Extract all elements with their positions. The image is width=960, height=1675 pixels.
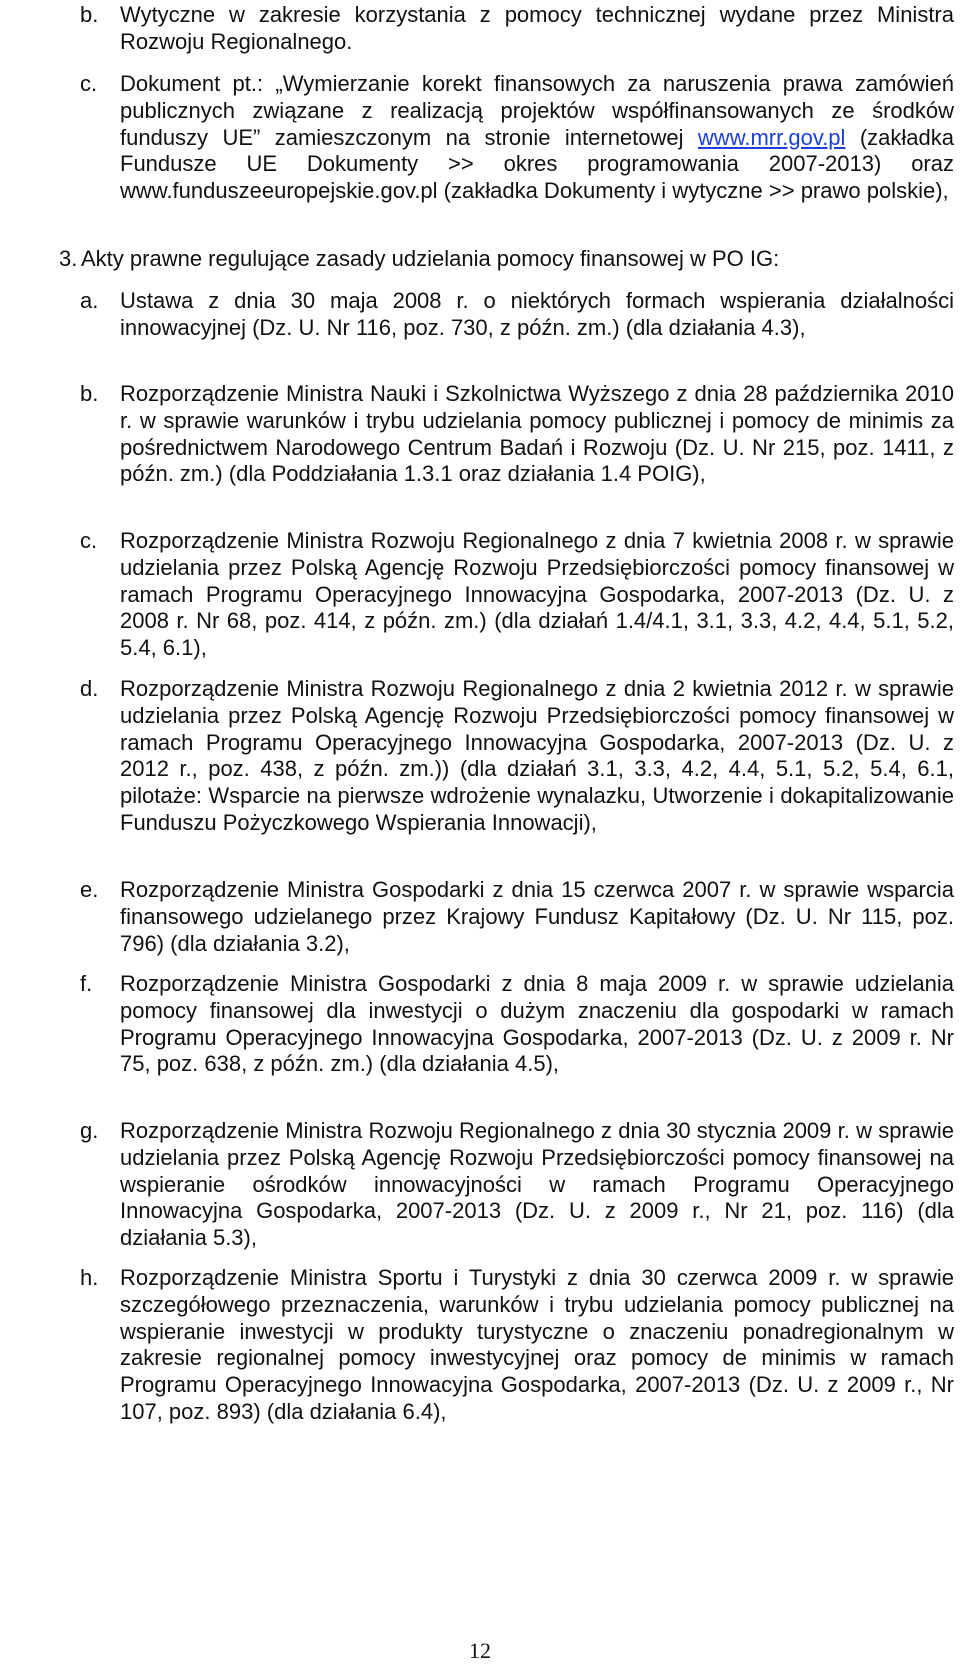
list-item-text: Rozporządzenie Ministra Gospodarki z dnia 15 czerwca 2007 r. w sprawie wsparcia finansowego udzielanego przez Krajowy Fundusz Kapitałowy (Dz. U. Nr 115, poz. 796) (dla działania 3.2), — [120, 877, 954, 956]
text-before-link: Dokument pt.: „Wymierzanie korekt finansowych za naruszenia prawa zamówień publicznych związane z realizacją projektów współfinansowanych ze środków funduszy UE” zamieszczonym na stronie internetowej — [120, 71, 954, 150]
list-item-text: Rozporządzenie Ministra Gospodarki z dnia 8 maja 2009 r. w sprawie udzielania pomocy finansowej dla inwestycji o dużym znaczeniu dla gospodarki w ramach Programu Operacyjnego Innowacyjna Gospodarka, 2007-2013 (Dz. U. z 2009 r. Nr 75, poz. 638, z późn. zm.) (dla działania 4.5), — [120, 971, 954, 1077]
section-heading-text: Akty prawne regulujące zasady udzielania pomocy finansowej w PO IG: — [81, 246, 780, 271]
list-item-text: Wytyczne w zakresie korzystania z pomocy technicznej wydane przez Ministra Rozwoju Regionalnego. — [120, 2, 954, 54]
list-item-text: Rozporządzenie Ministra Nauki i Szkolnictwa Wyższego z dnia 28 października 2010 r. w sprawie warunków i trybu udzielania pomocy publicznej i pomocy de minimis za pośrednictwem Narodowego Centrum Badań i Rozwoju (Dz. U. Nr 215, poz. 1411, z późn. zm.) (dla Poddziałania 1.3.1 oraz działania 1.4 POIG), — [120, 381, 954, 487]
list-item-text: Rozporządzenie Ministra Sportu i Turystyki z dnia 30 czerwca 2009 r. w sprawie szczegółowego przeznaczenia, warunków i trybu udzielania pomocy publicznej na wspieranie inwestycji w produkty turystyczne o znaczeniu ponadregionalnym w zakresie regionalnej pomocy inwestycyjnej oraz pomocy de minimis w ramach Programu Operacyjnego Innowacyjna Gospodarka, 2007-2013 (Dz. U. z 2009 r., Nr 107, poz. 893) (dla działania 6.4), — [120, 1265, 954, 1424]
list-marker: h. — [80, 1265, 99, 1290]
list-marker: e. — [80, 877, 99, 902]
list-item-text: Ustawa z dnia 30 maja 2008 r. o niektórych formach wspierania działalności innowacyjnej (Dz. U. Nr 116, poz. 730, z późn. zm.) (dla działania 4.3), — [120, 288, 954, 340]
list-marker: f. — [80, 971, 93, 996]
list-marker: b. — [80, 2, 99, 27]
list-item-text: Rozporządzenie Ministra Rozwoju Regionalnego z dnia 2 kwietnia 2012 r. w sprawie udzielania przez Polską Agencję Rozwoju Przedsiębiorczości pomocy finansowej w ramach Programu Operacyjnego Innowacyjna Gospodarka, 2007-2013 (Dz. U. z 2012 r., poz. 438, z późn. zm.)) (dla działań 3.1, 3.3, 4.2, 4.4, 5.1, 5.2, 5.4, 6.1, pilotaże: Wsparcie na pierwsze wdrożenie wynalazku, Utworzenie i dokapitalizowanie Funduszu Pożyczkowego Wspierania Innowacji), — [120, 676, 954, 835]
list-marker: c. — [80, 528, 98, 553]
section-number: 3. — [59, 246, 78, 271]
list-marker: d. — [80, 676, 99, 701]
list-marker: b. — [80, 381, 99, 406]
list-item-text — [120, 71, 954, 205]
mrr-website-link[interactable]: www.mrr.gov.pl — [697, 124, 846, 150]
text-after-link: (zakładka Fundusze UE Dokumenty >> okres programowania 2007-2013) oraz www.funduszeeuropejskie.gov.pl (zakładka Dokumenty i wytyczne >> prawo polskie), — [120, 124, 954, 204]
list-marker: c. — [80, 71, 98, 96]
list-item-text: Rozporządzenie Ministra Rozwoju Regionalnego z dnia 30 stycznia 2009 r. w sprawie udzielania przez Polską Agencję Rozwoju Przedsiębiorczości pomocy finansowej na wspieranie ośrodków innowacyjności w ramach Programu Operacyjnego Innowacyjna Gospodarka, 2007-2013 (Dz. U. z 2009 r., Nr 21, poz. 116) (dla działania 5.3), — [120, 1118, 954, 1251]
list-item-text: Rozporządzenie Ministra Rozwoju Regionalnego z dnia 7 kwietnia 2008 r. w sprawie udzielania przez Polską Agencję Rozwoju Przedsiębiorczości pomocy finansowej w ramach Programu Operacyjnego Innowacyjna Gospodarka, 2007-2013 (Dz. U. z 2008 r. Nr 68, poz. 414, z późn. zm.) (dla działań 1.4/4.1, 3.1, 3.3, 4.2, 4.4, 5.1, 5.2, 5.4, 6.1), — [120, 528, 954, 661]
list-marker: g. — [80, 1118, 99, 1143]
list-marker: a. — [80, 288, 99, 313]
page-number: 12 — [469, 1638, 491, 1663]
